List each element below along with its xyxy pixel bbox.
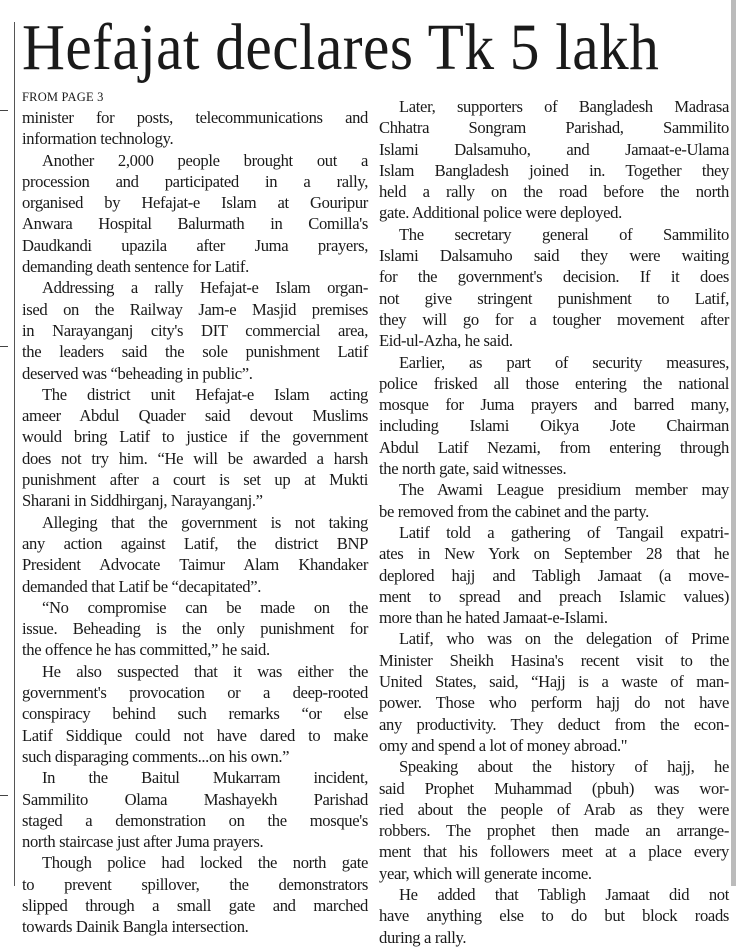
paragraph [379, 756, 729, 884]
paragraph [22, 512, 368, 597]
text-line: ised on the Railway Jam-e Masjid premises [22, 299, 368, 319]
text-line: The district unit Hefajat-e Islam acting [42, 384, 368, 404]
text-line: Earlier, as part of security measures, [399, 352, 729, 372]
margin-mark [0, 795, 8, 796]
text-line: Speaking about the history of hajj, he [399, 757, 729, 777]
text-line: He added that Tabligh Jamaat did not [399, 884, 729, 904]
paragraph [379, 884, 729, 948]
text-line: be removed from the cabinet and the party. [379, 501, 649, 521]
text-line: President Advocate Taimur Alam Khandaker [22, 555, 368, 575]
margin-mark [0, 110, 8, 111]
margin-mark [0, 346, 8, 347]
paragraph [379, 96, 729, 224]
text-line: “No compromise can be made on the [42, 597, 368, 617]
paragraph [379, 224, 729, 352]
text-line: the leaders said the sole punishment Latif [22, 342, 368, 362]
text-line: in Narayanganj city's DIT commercial area, [22, 320, 368, 340]
text-line: police frisked all those entering the national [379, 373, 729, 393]
text-line: any action against Latif, the district BNP [22, 533, 368, 553]
text-line: Alleging that the government is not taking [42, 512, 368, 532]
text-line: not give stringent punishment to Latif, [379, 288, 729, 308]
text-line: during a rally. [379, 927, 467, 947]
text-line: does not try him. “He will be awarded a harsh [22, 448, 368, 468]
text-line: issue. Beheading is the only punishment for [22, 619, 368, 639]
text-line: Sammilito Olama Mashayekh Parishad [22, 789, 368, 809]
article-column-right [379, 96, 729, 948]
text-line: Daudkandi upazila after Juma prayers, [22, 235, 368, 255]
text-line: including Islami Oikya Jote Chairman [379, 416, 729, 436]
text-line: said Prophet Muhammad (pbuh) was wor- [379, 778, 729, 798]
text-line: Abdul Latif Nezami, from entering through [379, 437, 729, 457]
text-line: Islami Dalsamuho said they were waiting [379, 246, 729, 266]
continuation-kicker: FROM PAGE 3 [22, 90, 104, 104]
text-line: for the government's decision. If it does [379, 267, 729, 287]
text-line: held a rally on the road before the north [379, 182, 729, 202]
text-line: United States, said, “Hajj is a waste of man- [379, 672, 729, 692]
text-line: more than he hated Jamaat-e-Islami. [379, 608, 608, 628]
text-line: In the Baitul Mukarram incident, [42, 768, 368, 788]
paragraph [379, 522, 729, 628]
text-line: The Awami League presidium member may [399, 480, 729, 500]
text-line: Islam Bangladesh joined in. Together they [379, 160, 729, 180]
paragraph [379, 352, 729, 480]
text-line: punishment after a court is set up at Mukti [22, 470, 368, 490]
text-line: deplored hajj and Tabligh Jamaat (a move- [379, 565, 729, 585]
text-line: Eid-ul-Azha, he said. [379, 331, 513, 351]
text-line: minister for posts, telecommunications and [22, 108, 368, 127]
text-line: ment to spread and preach Islamic values) [379, 586, 729, 606]
text-line: He also suspected that it was either the [42, 661, 368, 681]
text-line: ameer Abdul Quader said devout Muslims [22, 406, 368, 426]
text-line: omy and spend a lot of money abroad." [379, 735, 628, 755]
text-line: such disparaging comments...on his own.” [22, 746, 290, 766]
text-line: deserved was “beheading in public”. [22, 363, 253, 383]
text-line: The secretary general of Sammilito [399, 224, 729, 244]
paragraph [22, 597, 368, 661]
text-line: towards Dainik Bangla intersection. [22, 917, 249, 937]
text-line: organised by Hefajat-e Islam at Gouripur [22, 193, 368, 213]
paragraph [379, 479, 729, 522]
paragraph [22, 661, 368, 767]
text-line: would bring Latif to justice if the government [22, 427, 368, 447]
text-line: ried about the people of Arab as they were [379, 799, 729, 819]
text-line: Anwara Hospital Balurmath in Comilla's [22, 214, 368, 234]
text-line: Later, supporters of Bangladesh Madrasa [399, 97, 729, 116]
text-line: Latif Siddique could not have dared to make [22, 725, 368, 745]
text-line: they will go for a tougher movement after [379, 309, 729, 329]
paragraph [22, 150, 368, 278]
text-line: staged a demonstration on the mosque's [22, 810, 368, 830]
column-rule [14, 22, 15, 886]
article-column-left [22, 88, 368, 938]
text-line: the offence he has committed,” he said. [22, 640, 270, 660]
text-line: power. Those who perform hajj do not have [379, 693, 729, 713]
text-line: Islami Dalsamuho, and Jamaat-e-Ulama [379, 139, 729, 159]
text-line: ment that his followers meet at a place every [379, 842, 729, 862]
text-line: demanded that Latif be “decapitated”. [22, 576, 262, 596]
text-line: north staircase just after Juma prayers. [22, 832, 264, 852]
headline: Hefajat declares Tk 5 lakh [22, 11, 660, 84]
paragraph [22, 384, 368, 512]
text-line: procession and participated in a rally, [22, 171, 368, 191]
page-edge [731, 0, 736, 886]
text-line: mosque for Juma prayers and barred many, [379, 395, 729, 415]
text-line: any productivity. They deduct from the econ- [379, 714, 729, 734]
text-line: Chhatra Songram Parishad, Sammilito [379, 118, 729, 138]
paragraph [22, 852, 368, 937]
paragraph [22, 107, 368, 150]
text-line: the north gate, said witnesses. [379, 459, 567, 479]
text-line: Latif told a gathering of Tangail expatri- [399, 522, 729, 542]
paragraph [22, 277, 368, 383]
text-line: Minister Sheikh Hasina's recent visit to the [379, 650, 729, 670]
text-line: to prevent spillover, the demonstrators [22, 874, 368, 894]
left-column-body [22, 107, 368, 938]
text-line: Sharani in Siddhirganj, Narayanganj.” [22, 491, 263, 511]
text-line: robbers. The prophet then made an arrange- [379, 821, 729, 841]
text-line: Latif, who was on the delegation of Prime [399, 629, 729, 649]
text-line: demanding death sentence for Latif. [22, 257, 249, 277]
right-column-body [379, 96, 729, 948]
text-line: Though police had locked the north gate [42, 853, 368, 873]
text-line: Addressing a rally Hefajat-e Islam organ- [42, 278, 368, 298]
text-line: Another 2,000 people brought out a [42, 150, 368, 170]
text-line: information technology. [22, 129, 174, 149]
paragraph [22, 767, 368, 852]
text-line: slipped through a small gate and marched [22, 895, 368, 915]
text-line: government's provocation or a deep-rooted [22, 683, 368, 703]
text-line: ates in New York on September 28 that he [379, 544, 729, 564]
paragraph [379, 628, 729, 756]
text-line: have anything else to do but block roads [379, 906, 729, 926]
text-line: gate. Additional police were deployed. [379, 203, 622, 223]
text-line: conspiracy behind such remarks “or else [22, 704, 368, 724]
text-line: year, which will generate income. [379, 863, 592, 883]
